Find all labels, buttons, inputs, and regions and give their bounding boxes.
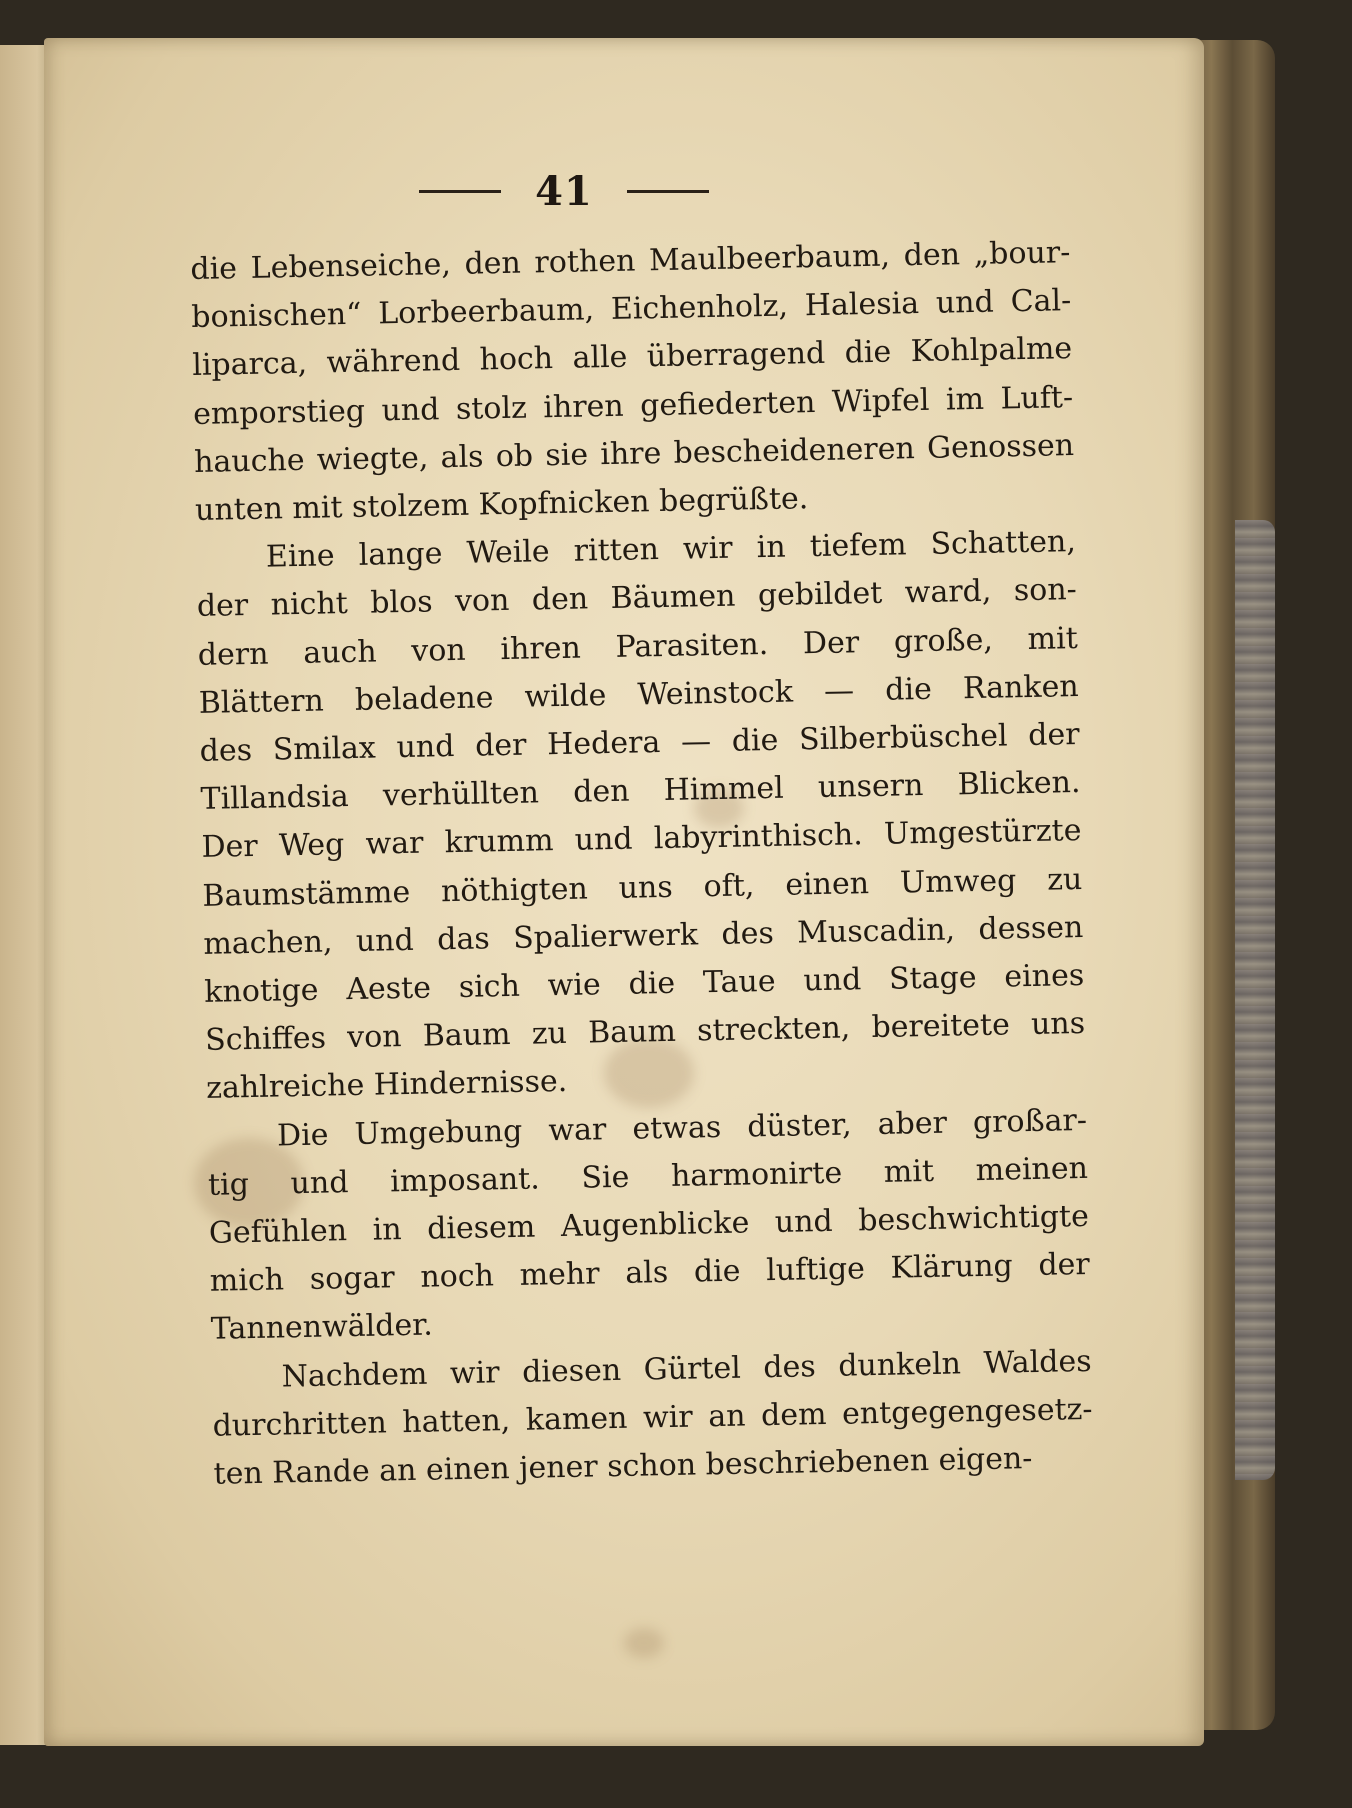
text-line: durchritten hatten, kamen wir an dem entgegengesetz- [212,1391,1093,1444]
text-line: der nicht blos von den Bäumen gebildet ward, son- [196,572,1078,625]
text-line: Nachdem wir diesen Gürtel des dunkeln Waldes [281,1343,1092,1395]
text-line: Der Weg war krumm und labyrinthisch. Umgestürzte [201,813,1082,866]
page-edges [1235,520,1275,1480]
text-line: Schiffes von Baum zu Baum streckten, bereitete uns [204,1006,1086,1059]
header-rule-left [419,190,501,193]
page-number: 41 [535,168,593,215]
text-line: Baumstämme nöthigten uns oft, einen Umweg zu [202,861,1083,914]
text-line: Tannenwälder. [210,1308,434,1348]
text-line: Tillandsia verhüllten den Himmel unsern Blicken. [200,765,1081,818]
text-line: ten Rande an einen jener schon beschriebenen eigen- [213,1441,1033,1492]
text-line: Gefühlen in diesem Augenblicke und beschwichtigte [208,1198,1090,1251]
text-line: Blättern beladene wilde Weinstock — die Ranken [198,668,1079,721]
text-line: machen, und das Spalierwerk des Muscadin, dessen [203,909,1084,962]
page-header [0,168,1144,215]
text-line: Eine lange Weile ritten wir in tiefem Schatten, [265,524,1077,575]
text-line: bonischen“ Lorbeerbaum, Eichenholz, Halesia und Cal- [191,283,1072,336]
stain [624,1628,664,1658]
header-rule-right [627,190,709,193]
paragraph [207,1097,1091,1355]
text-line: zahlreiche Hindernisse. [205,1064,568,1107]
text-line: dern auch von ihren Parasiten. Der große, mit [197,620,1079,673]
text-line: unten mit stolzem Kopfnicken begrüßte. [194,481,809,528]
paragraph [211,1338,1094,1499]
body-text [190,229,1094,1499]
paragraph [196,518,1087,1113]
text-line: des Smilax und der Hedera — die Silberbüschel der [199,717,1080,769]
text-line: tig und imposant. Sie harmonirte mit meinen [207,1150,1089,1203]
text-line: knotige Aeste sich wie die Taue und Stage eines [203,958,1085,1010]
text-line: hauche wiegte, als ob sie ihre bescheideneren Genossen [193,427,1075,480]
text-line: mich sogar noch mehr als die luftige Klärung der [209,1247,1091,1300]
text-line: Die Umgebung war etwas düster, aber großar- [276,1102,1088,1154]
text-line: liparca, während hoch alle überragend die Kohlpalme [191,331,1073,384]
page [44,38,1204,1746]
paragraph [190,229,1075,535]
text-line: die Lebenseiche, den rothen Maulbeerbaum, den „bour- [190,235,1071,287]
text-line: emporstieg und stolz ihren gefiederten Wipfel im Luft- [192,379,1074,432]
